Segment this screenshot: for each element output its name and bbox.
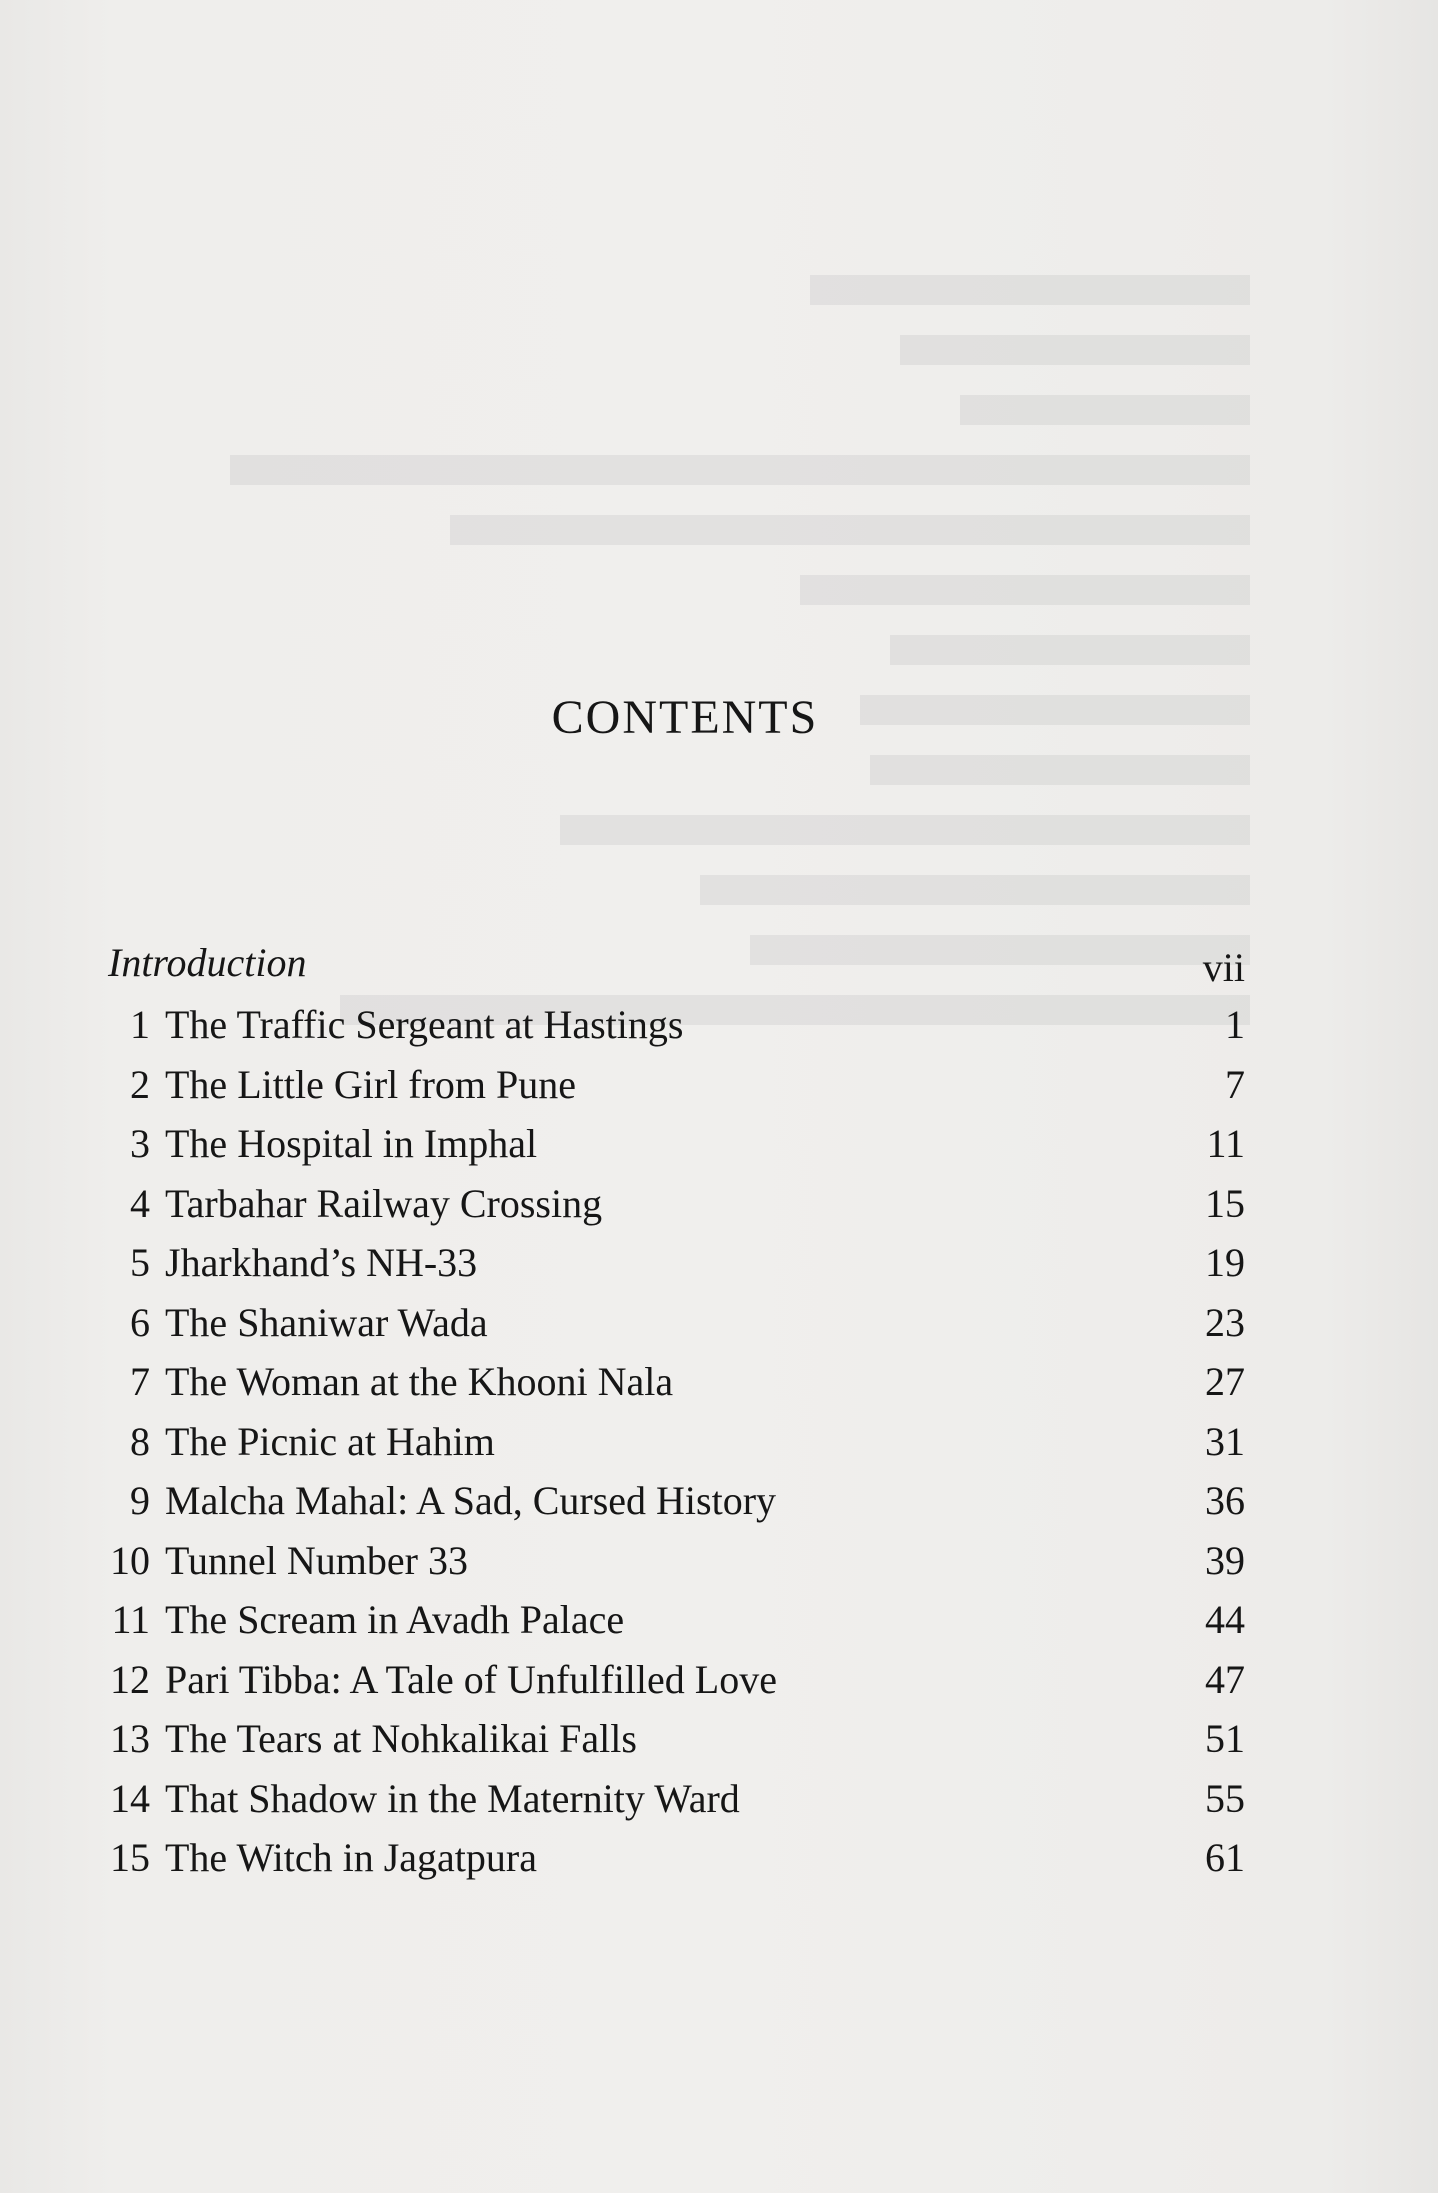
- toc-entry-number: 12: [110, 1656, 150, 1702]
- toc-entry: [95, 1590, 1245, 1650]
- toc-entry-title: The Tears at Nohkalikai Falls: [165, 1716, 637, 1761]
- toc-entry-number: 2: [130, 1061, 150, 1107]
- toc-entry-introduction: [95, 925, 1245, 995]
- toc-entry-number: 7: [130, 1359, 150, 1404]
- toc-entry-page: 31: [1205, 1418, 1245, 1464]
- toc-entry-number: 11: [111, 1597, 150, 1642]
- toc-entry-page: 55: [1205, 1775, 1245, 1821]
- toc-entry: [95, 1650, 1245, 1710]
- toc-entry-title: The Picnic at Hahim: [165, 1418, 495, 1464]
- toc-entry: [95, 1293, 1245, 1353]
- toc-entry-title: Tarbahar Railway Crossing: [165, 1180, 603, 1226]
- toc-entry-title: That Shadow in the Maternity Ward: [165, 1775, 740, 1821]
- toc-entry-number: 4: [130, 1180, 150, 1226]
- toc-entry-title: The Traffic Sergeant at Hastings: [165, 1002, 684, 1047]
- toc-entry: [95, 1531, 1245, 1591]
- toc-entry: [95, 1828, 1245, 1888]
- toc-entry-title: The Hospital in Imphal: [165, 1121, 538, 1166]
- toc-entry-title: Introduction: [108, 940, 307, 985]
- toc-entry-page: 61: [1205, 1835, 1245, 1880]
- toc-entry-number: 10: [110, 1537, 150, 1583]
- toc-entry-page: 1: [1225, 1002, 1245, 1047]
- toc-entry: [95, 1114, 1245, 1174]
- toc-entry-page: vii: [1202, 945, 1245, 990]
- toc-entry-number: 8: [130, 1418, 150, 1464]
- toc-entry-page: 47: [1205, 1656, 1245, 1702]
- toc-entry: [95, 1471, 1245, 1531]
- toc-entry-title: The Little Girl from Pune: [165, 1061, 577, 1107]
- toc-entry: [95, 995, 1245, 1055]
- toc-entry: [95, 1174, 1245, 1234]
- toc-entry-title: The Woman at the Khooni Nala: [165, 1359, 674, 1404]
- toc-entry-page: 39: [1205, 1537, 1245, 1583]
- toc-entry-page: 23: [1205, 1299, 1245, 1345]
- toc-entry-title: Tunnel Number 33: [165, 1537, 468, 1583]
- toc-entry-number: 1: [130, 1002, 150, 1047]
- toc-entry: [95, 1412, 1245, 1472]
- toc-entry-page: 19: [1205, 1240, 1245, 1285]
- toc-entry-number: 5: [130, 1240, 150, 1285]
- toc-entry-page: 51: [1205, 1716, 1245, 1761]
- toc-entry-number: 6: [130, 1299, 150, 1345]
- toc-entry-number: 13: [110, 1716, 150, 1761]
- toc-entry-number: 9: [130, 1478, 150, 1523]
- toc-entry: [95, 1233, 1245, 1293]
- toc-entry-title: The Scream in Avadh Palace: [165, 1597, 625, 1642]
- toc-entry-page: 44: [1205, 1597, 1245, 1642]
- toc-entry: [95, 1055, 1245, 1115]
- toc-entry-number: 15: [110, 1835, 150, 1880]
- toc-entry-page: 36: [1205, 1478, 1245, 1523]
- toc-entry-page: 11: [1206, 1121, 1245, 1166]
- toc-entry-number: 14: [110, 1775, 150, 1821]
- toc-entry: [95, 1709, 1245, 1769]
- toc-entry: [95, 1352, 1245, 1412]
- toc-entry-page: 7: [1225, 1061, 1245, 1107]
- toc-entry: [95, 1769, 1245, 1829]
- contents-heading: CONTENTS: [551, 691, 819, 744]
- toc-entry-page: 15: [1205, 1180, 1245, 1226]
- toc-entry-title: Malcha Mahal: A Sad, Cursed History: [165, 1478, 777, 1523]
- toc-entry-title: The Shaniwar Wada: [165, 1299, 488, 1345]
- toc-entry-title: Jharkhand’s NH-33: [165, 1240, 478, 1285]
- toc-entry-page: 27: [1205, 1359, 1245, 1404]
- table-of-contents: [95, 925, 1245, 1888]
- toc-entry-number: 3: [130, 1121, 150, 1166]
- toc-entry-title: The Witch in Jagatpura: [165, 1835, 537, 1880]
- toc-entry-title: Pari Tibba: A Tale of Unfulfilled Love: [165, 1656, 777, 1702]
